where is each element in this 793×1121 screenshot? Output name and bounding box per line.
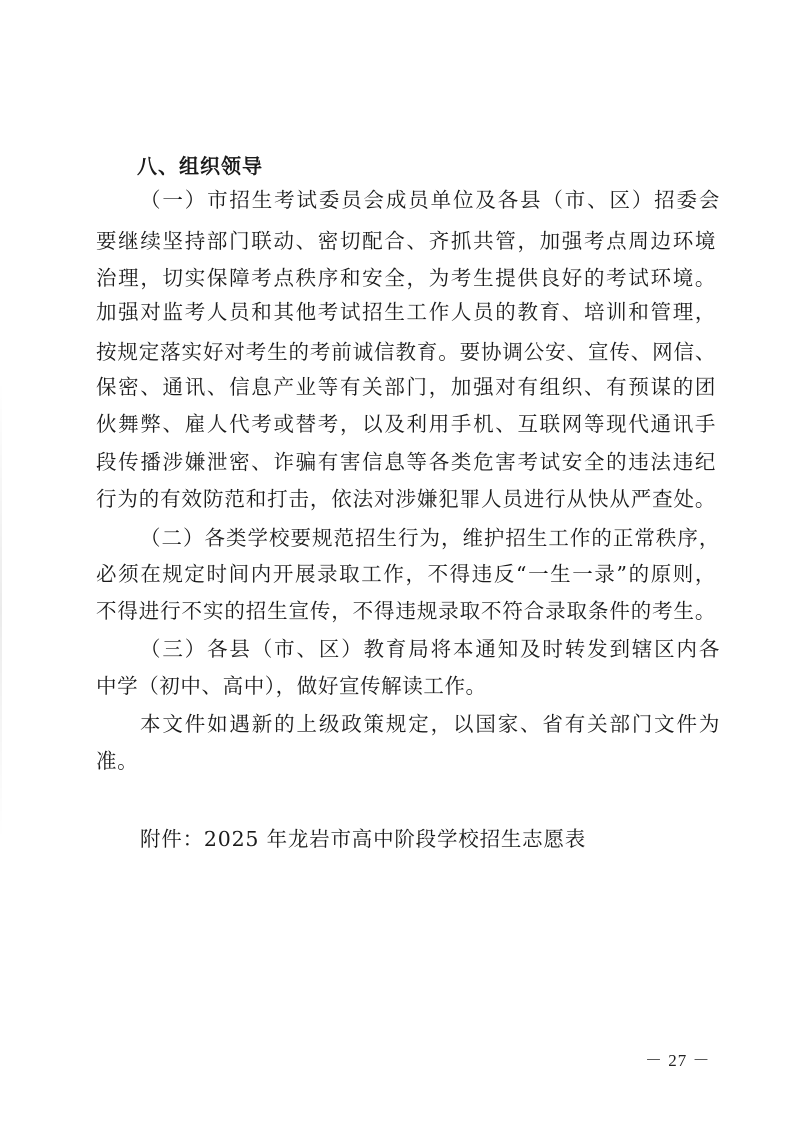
paragraph-1-line-4: 加强对监考人员和其他考试招生工作人员的教育、培训和管理， [96,300,716,324]
paragraph-1-line-9: 行为的有效防范和打击，依法对涉嫌犯罪人员进行从快从严查处。 [96,487,716,511]
section-heading: 八、组织领导 [137,154,263,178]
paragraph-3-line-2: 中学（初中、高中），做好宣传解读工作。 [96,674,487,698]
paragraph-1-line-3: 治理，切实保障考点秩序和安全，为考生提供良好的考试环境。 [96,266,716,290]
paragraph-4-line-2: 准。 [96,749,139,773]
paragraph-1-line-7: 伙舞弊、雇人代考或替考，以及利用手机、互联网等现代通讯手 [96,412,716,436]
scan-shadow [0,380,2,840]
page-number: － 27 － [645,1051,711,1070]
paragraph-2-line-2: 必须在规定时间内开展录取工作，不得违反“一生一录”的原则， [96,562,716,586]
paragraph-1-line-2: 要继续坚持部门联动、密切配合、齐抓共管，加强考点周边环境 [96,229,716,253]
attachment-note: 附件：2025 年龙岩市高中阶段学校招生志愿表 [140,827,587,851]
paragraph-1-line-6: 保密、通讯、信息产业等有关部门，加强对有组织、有预谋的团 [96,375,716,399]
paragraph-4-line-1: 本文件如遇新的上级政策规定，以国家、省有关部门文件为 [140,712,720,736]
paragraph-3-line-1: （三）各县（市、区）教育局将本通知及时转发到辖区内各 [140,637,720,661]
paragraph-2-line-3: 不得进行不实的招生宣传，不得违规录取不符合录取条件的考生。 [96,599,716,623]
paragraph-2-line-1: （二）各类学校要规范招生行为，维护招生工作的正常秩序， [140,526,720,550]
paragraph-1-line-1: （一）市招生考试委员会成员单位及各县（市、区）招委会 [140,188,720,212]
paragraph-1-line-8: 段传播涉嫌泄密、诈骗有害信息等各类危害考试安全的违法违纪 [96,450,716,474]
paragraph-1-line-5: 按规定落实好对考生的考前诚信教育。要协调公安、宣传、网信、 [96,340,716,364]
